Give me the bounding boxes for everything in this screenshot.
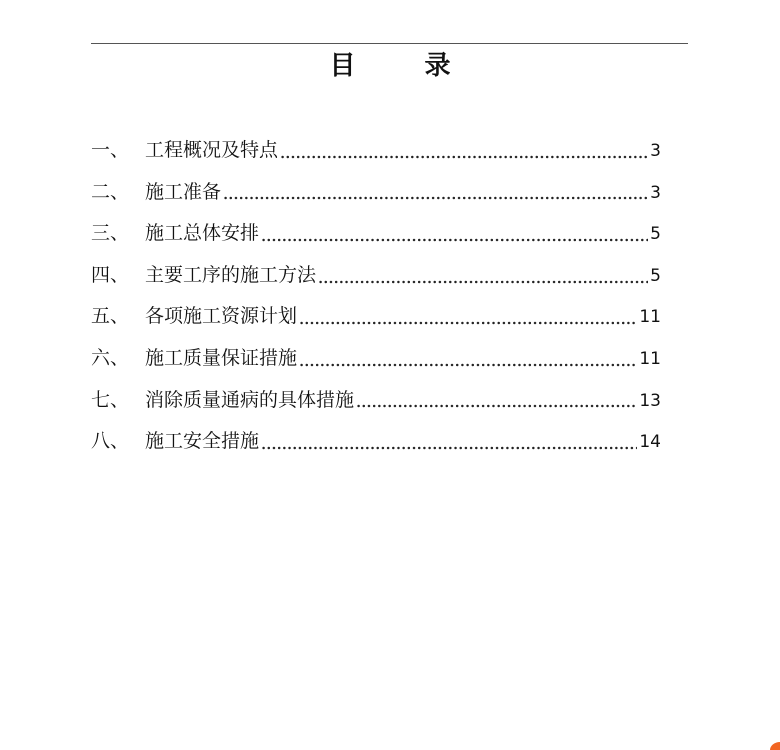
toc-page-number: 5 bbox=[650, 224, 661, 245]
page-title: 目 录 bbox=[329, 51, 481, 81]
toc-title: 施工总体安排 bbox=[145, 222, 260, 245]
toc-entry[interactable] bbox=[91, 340, 661, 382]
toc-page-number: 13 bbox=[639, 390, 661, 411]
toc-dot-leader bbox=[318, 280, 648, 284]
toc-page-number: 11 bbox=[639, 307, 661, 328]
toc-title: 施工准备 bbox=[145, 180, 222, 203]
toc-page-number: 14 bbox=[639, 432, 661, 453]
toc-number: 一、 bbox=[91, 139, 130, 161]
toc-number: 二、 bbox=[91, 180, 130, 203]
toc-page-number: 5 bbox=[650, 265, 661, 286]
toc-number: 七、 bbox=[91, 388, 130, 411]
toc-dot-leader bbox=[299, 363, 637, 367]
toc-page-number: 3 bbox=[650, 141, 661, 161]
table-of-contents bbox=[91, 132, 661, 465]
toc-page-number: 3 bbox=[650, 182, 661, 203]
toc-title: 各项施工资源计划 bbox=[145, 305, 298, 328]
toc-dot-leader bbox=[280, 155, 648, 159]
toc-entry[interactable] bbox=[91, 257, 661, 299]
toc-title: 主要工序的施工方法 bbox=[145, 263, 317, 286]
toc-entry[interactable] bbox=[91, 423, 661, 465]
toc-number: 八、 bbox=[91, 430, 130, 453]
toc-dot-leader bbox=[356, 404, 637, 408]
toc-page-number: 11 bbox=[639, 348, 661, 369]
toc-entry[interactable] bbox=[91, 174, 661, 216]
corner-accent-mark bbox=[770, 742, 780, 750]
toc-title: 消除质量通病的具体措施 bbox=[145, 388, 355, 411]
header-rule bbox=[91, 43, 688, 44]
toc-dot-leader bbox=[299, 321, 637, 325]
toc-dot-leader bbox=[223, 196, 648, 200]
toc-number: 三、 bbox=[91, 222, 130, 245]
toc-title: 施工质量保证措施 bbox=[145, 346, 298, 369]
toc-entry[interactable] bbox=[91, 215, 661, 257]
toc-title: 工程概况及特点 bbox=[145, 139, 279, 161]
toc-number: 六、 bbox=[91, 346, 130, 369]
toc-dot-leader bbox=[261, 446, 637, 450]
toc-title: 施工安全措施 bbox=[145, 430, 260, 453]
toc-entry[interactable] bbox=[91, 132, 661, 174]
toc-number: 四、 bbox=[91, 263, 130, 286]
toc-entry[interactable] bbox=[91, 298, 661, 340]
toc-entry[interactable] bbox=[91, 382, 661, 424]
toc-dot-leader bbox=[261, 238, 648, 242]
toc-number: 五、 bbox=[91, 305, 130, 328]
